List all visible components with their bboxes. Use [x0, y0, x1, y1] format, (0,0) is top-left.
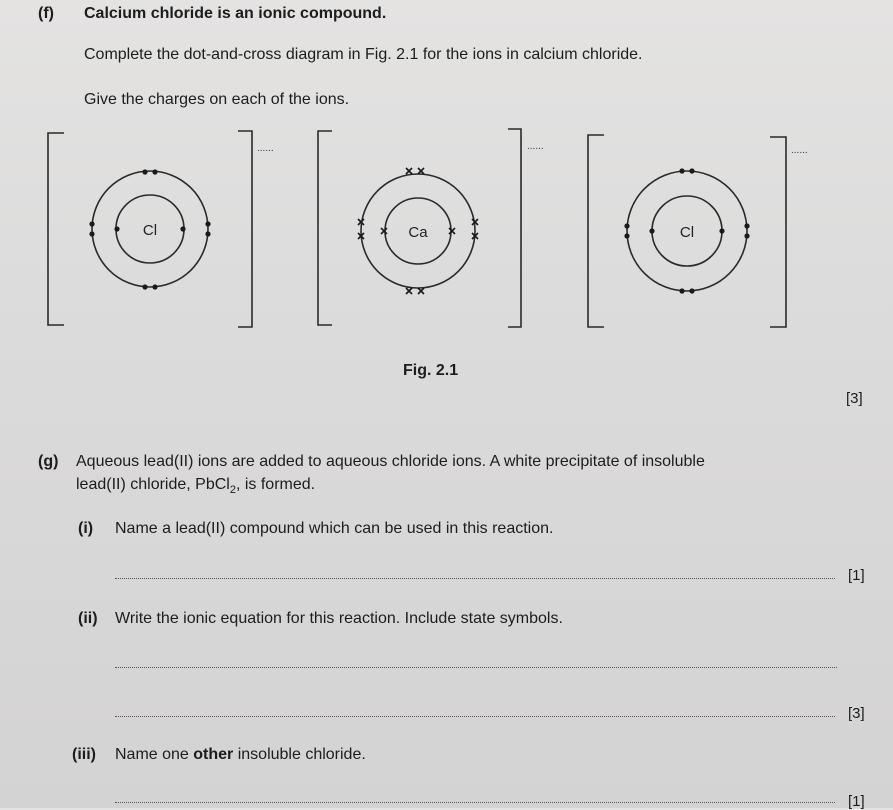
part-f-label: (f) — [38, 5, 54, 22]
ion1-charge-blank[interactable]: ...... — [257, 143, 274, 154]
q-iii-marks: [1] — [848, 793, 865, 810]
q-ii-marks: [3] — [848, 705, 865, 722]
ion2-right-bracket — [508, 129, 521, 327]
q-ii-text: Write the ionic equation for this reaction. Include state symbols. — [115, 610, 563, 627]
q-iii-answer-line[interactable] — [115, 802, 835, 803]
ion3-symbol: Cl — [679, 224, 695, 241]
ion3-right-bracket — [770, 137, 786, 327]
q-iii-label: (iii) — [72, 746, 96, 763]
ion1-right-bracket — [238, 131, 252, 327]
part-g-text-line1: Aqueous lead(II) ions are added to aqueous chloride ions. A white precipitate of insoluble — [76, 453, 705, 470]
ion1-symbol: Cl — [142, 222, 158, 239]
q-ii-answer-line-2[interactable] — [115, 716, 835, 717]
ion2-left-bracket — [318, 131, 332, 325]
part-f-instruction-1: Complete the dot-and-cross diagram in Fig. 2.1 for the ions in calcium chloride. — [84, 46, 643, 63]
q-i-answer-line[interactable] — [115, 578, 835, 579]
q-ii-label: (ii) — [78, 610, 98, 627]
part-g-label: (g) — [38, 453, 59, 470]
ion1-left-bracket — [48, 133, 64, 325]
ion3-left-bracket — [588, 135, 604, 327]
ion2-charge-blank[interactable]: ...... — [527, 141, 544, 152]
q-ii-answer-line-1[interactable] — [115, 667, 837, 668]
part-f-marks: [3] — [846, 390, 863, 407]
part-f-intro: Calcium chloride is an ionic compound. — [84, 5, 387, 22]
part-f-instruction-2: Give the charges on each of the ions. — [84, 91, 350, 108]
ion2-symbol: Ca — [408, 224, 428, 241]
figure-caption: Fig. 2.1 — [403, 362, 459, 379]
q-iii-text: Name one other insoluble chloride. — [115, 746, 366, 763]
ion3-charge-blank[interactable]: ...... — [791, 145, 808, 156]
q-i-text: Name a lead(II) compound which can be used in this reaction. — [115, 520, 554, 537]
q-i-label: (i) — [78, 520, 94, 537]
part-g-text-line2: lead(II) chloride, PbCl$_2$, is formed. — [76, 476, 316, 497]
q-i-marks: [1] — [848, 567, 865, 584]
